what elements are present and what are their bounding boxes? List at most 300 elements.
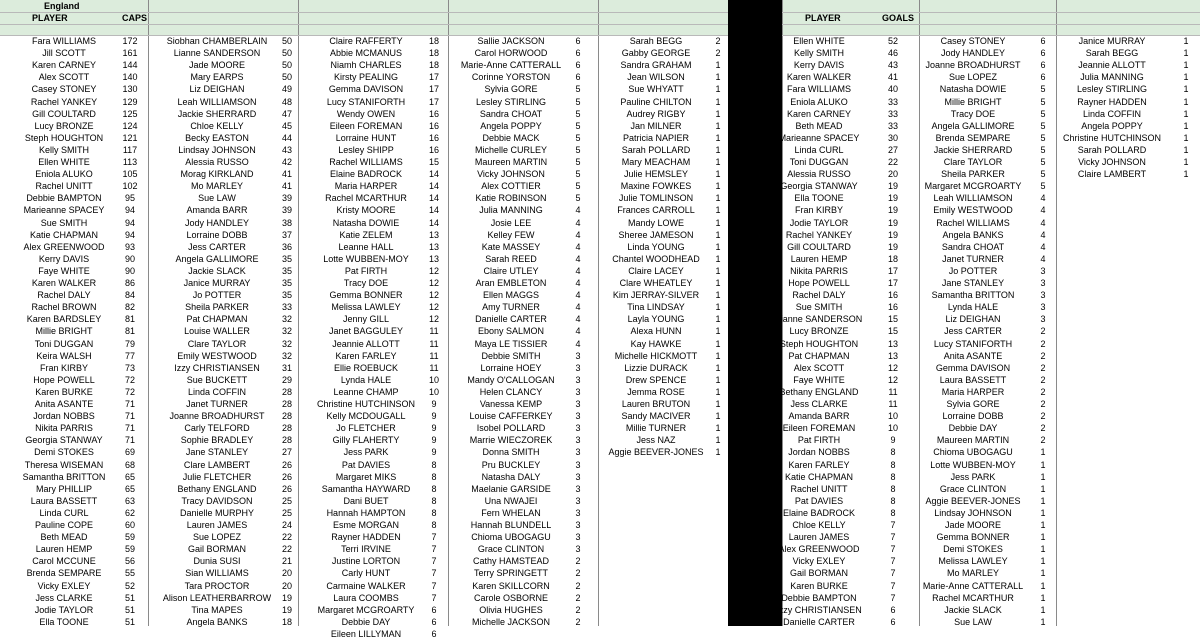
caps-value-cell: 1 [715, 72, 721, 83]
goals-value-cell: 11 [888, 399, 898, 409]
player-name-cell: Jill SCOTT [42, 48, 86, 59]
caps-value-cell: 3 [575, 374, 581, 385]
player-name-cell: Angela GALLIMORE [931, 120, 1015, 131]
caps-value-cell: 94 [124, 217, 136, 228]
player-name-cell: Lynda HALE [947, 302, 999, 313]
player-name-cell: Sue LAW [198, 193, 236, 204]
caps-value-cell: 144 [122, 60, 138, 71]
player-name-cell: Sandra CHOAT [941, 241, 1005, 252]
player-name-cell: Dunia SUSI [193, 556, 241, 567]
player-name-cell: Kirsty PEALING [333, 72, 399, 83]
caps-value-cell: 33 [281, 302, 293, 313]
caps-value-cell: 19 [281, 604, 293, 615]
player-name-cell: Theresa WISEMAN [24, 459, 104, 470]
player-name-cell: Lucy STANIFORTH [933, 338, 1013, 349]
player-name-cell: Izzy CHRISTIANSEN [776, 604, 862, 615]
player-name-cell: Gill COULTARD [32, 108, 96, 119]
player-name-cell: Michelle CURLEY [474, 144, 548, 155]
caps-value-cell: 59 [124, 532, 136, 543]
goals-value-cell: 33 [887, 108, 899, 119]
player-name-cell: Carol HORWOOD [474, 48, 548, 59]
caps-value-cell: 1 [715, 447, 721, 458]
caps-value-cell: 7 [431, 544, 437, 555]
player-name-cell: Marieanne SPACEY [778, 132, 860, 143]
caps-value-cell: 6 [575, 72, 581, 83]
player-name-cell: Morag KIRKLAND [180, 169, 254, 180]
caps-value-cell: 1 [715, 411, 721, 422]
caps-value-cell: 4 [575, 229, 581, 240]
caps-value-cell: 4 [575, 302, 581, 313]
player-name-cell: Rachel BROWN [31, 302, 97, 313]
player-name-cell: Tracy DAVIDSON [181, 495, 253, 506]
player-name-cell: Izzy CHRISTIANSEN [174, 362, 260, 373]
player-name-cell: Laura COOMBS [333, 592, 399, 603]
player-name-cell: Mo MARLEY [190, 181, 244, 192]
player-name-cell: Jackie SLACK [944, 604, 1002, 615]
goals-value-cell: 7 [890, 556, 896, 567]
caps-value-cell: 12 [428, 278, 440, 288]
player-name-cell: Lorraine DOBB [186, 229, 248, 240]
player-name-cell: Casey STONEY [940, 36, 1006, 46]
player-name-cell: Mandy LOWE [627, 217, 685, 228]
caps-value-cell: 42 [281, 157, 293, 167]
caps-value-cell: 81 [124, 326, 136, 337]
goals-value-cell: 19 [887, 181, 899, 192]
player-name-cell: Drew SPENCE [625, 374, 687, 385]
player-name-cell: Leah WILLIAMSON [933, 193, 1013, 204]
goals-value-cell: 6 [1040, 36, 1046, 46]
player-name-cell: Natasha DOWIE [939, 84, 1007, 95]
player-name-cell: Fran KIRBY [39, 362, 89, 373]
player-name-cell: Wendy OWEN [336, 108, 396, 119]
player-name-cell: Ellen MAGGS [482, 290, 540, 301]
player-name-cell: Clare LAMBERT [183, 459, 251, 470]
caps-value-cell: 9 [431, 411, 437, 422]
player-name-cell: Pat CHAPMAN [186, 314, 248, 325]
goals-value-cell: 2 [1040, 435, 1046, 446]
caps-value-cell: 6 [431, 616, 437, 627]
caps-value-cell: 4 [575, 338, 581, 349]
player-name-cell: Jenny GILL [342, 314, 390, 325]
player-name-cell: Marieanne SPACEY [23, 205, 105, 216]
player-name-cell: Sophie BRADLEY [180, 435, 254, 446]
caps-value-cell: 1 [715, 374, 721, 385]
goals-value-cell: 2 [1040, 399, 1046, 409]
caps-value-cell: 14 [428, 205, 440, 216]
player-name-cell: Debbie BAMPTON [781, 592, 857, 603]
player-name-cell: Alex COTTIER [481, 181, 541, 192]
caps-value-cell: 2 [575, 604, 581, 615]
player-name-cell: Pat DAVIES [794, 495, 844, 506]
player-name-cell: Ella TOONE [39, 616, 89, 627]
player-name-cell: Rachel YANKEY [785, 229, 853, 240]
caps-value-cell: 47 [281, 108, 293, 119]
player-name-cell: Aran EMBLETON [475, 278, 547, 288]
player-name-cell: Liz DEIGHAN [189, 84, 245, 95]
goals-value-cell: 22 [887, 157, 899, 167]
player-name-cell: Sylvia GORE [484, 84, 538, 95]
player-name-cell: Gilly FLAHERTY [332, 435, 400, 446]
goals-value-cell: 1 [1040, 520, 1046, 530]
caps-value-cell: 121 [122, 132, 138, 143]
player-name-cell: Una NWAJEI [484, 495, 538, 506]
caps-value-cell: 3 [575, 459, 581, 470]
caps-value-cell: 105 [122, 169, 138, 180]
player-name-cell: Rachel YANKEY [30, 96, 98, 107]
player-name-cell: Eileen FOREMAN [329, 120, 403, 131]
goals-value-cell: 1 [1183, 120, 1189, 131]
player-name-cell: Aggie BEEVER-JONES [608, 447, 704, 458]
caps-value-cell: 3 [575, 495, 581, 506]
goals-header-band [782, 0, 1200, 35]
caps-value-cell: 10 [428, 386, 440, 397]
player-name-cell: Katie CHAPMAN [29, 229, 99, 240]
player-name-cell: Jade MOORE [944, 520, 1002, 530]
goals-value-cell: 4 [1040, 193, 1046, 204]
caps-value-cell: 1 [715, 144, 721, 155]
caps-value-cell: 5 [575, 157, 581, 167]
goals-value-cell: 17 [887, 278, 899, 288]
goals-value-cell: 5 [1040, 169, 1046, 180]
goals-value-cell: 2 [1040, 362, 1046, 373]
caps-value-cell: 19 [281, 592, 293, 603]
player-name-cell: Jess CLARKE [790, 399, 848, 409]
caps-header: CAPS [122, 13, 148, 23]
caps-value-cell: 71 [124, 399, 136, 409]
player-name-cell: Isobel POLLARD [476, 423, 546, 434]
player-name-cell: Maelanie GARSIDE [471, 483, 551, 494]
player-name-cell: Maya LE TISSIER [474, 338, 548, 349]
player-name-cell: Katie ZELEM [339, 229, 393, 240]
player-name-cell: Laura BASSETT [30, 495, 98, 506]
player-name-cell: Jackie SLACK [188, 265, 246, 276]
caps-value-cell: 21 [281, 556, 293, 567]
caps-value-cell: 5 [575, 193, 581, 204]
player-name-cell: Debbie BAMPTON [26, 193, 102, 204]
player-name-cell: Millie TURNER [625, 423, 687, 434]
caps-value-cell: 4 [575, 241, 581, 252]
player-name-cell: Jade MOORE [188, 60, 246, 71]
goals-value-cell: 8 [890, 483, 896, 494]
player-name-cell: Eniola ALUKO [35, 169, 93, 180]
goals-value-cell: 33 [887, 96, 899, 107]
player-name-cell: Fern WHELAN [481, 507, 541, 518]
player-name-cell: Joanne BROADHURST [925, 60, 1021, 71]
caps-value-cell: 18 [281, 616, 293, 627]
player-name-cell: Michelle HICKMOTT [614, 350, 698, 361]
player-name-cell: Pat FIRTH [344, 265, 388, 276]
caps-value-cell: 1 [715, 278, 721, 288]
caps-value-cell: 1 [715, 84, 721, 95]
player-name-cell: Carole OSBORNE [473, 592, 549, 603]
caps-value-cell: 35 [281, 290, 293, 301]
caps-value-cell: 14 [428, 181, 440, 192]
caps-value-cell: 48 [281, 96, 293, 107]
player-name-cell: Jeannie ALLOTT [1078, 60, 1146, 71]
caps-value-cell: 172 [122, 36, 138, 46]
caps-value-cell: 77 [124, 350, 136, 361]
caps-value-cell: 18 [428, 36, 440, 46]
player-name-cell: Vicky EXLEY [792, 556, 846, 567]
caps-value-cell: 52 [124, 580, 136, 591]
goals-value-cell: 4 [1040, 253, 1046, 264]
goals-value-cell: 1 [1040, 604, 1046, 615]
caps-value-cell: 49 [281, 84, 293, 95]
player-name-cell: Hope POWELL [33, 374, 95, 385]
caps-value-cell: 94 [124, 229, 136, 240]
caps-value-cell: 1 [715, 193, 721, 204]
caps-value-cell: 4 [575, 205, 581, 216]
player-name-cell: Alessia RUSSO [787, 169, 851, 180]
caps-value-cell: 13 [428, 229, 440, 240]
player-name-cell: Sarah BEGG [629, 36, 683, 46]
player-name-cell: Kristy MOORE [336, 205, 396, 216]
player-name-cell: Lotte WUBBEN-MOY [323, 253, 409, 264]
caps-value-cell: 55 [124, 568, 136, 579]
player-name-cell: Rachel DALY [792, 290, 846, 301]
player-name-cell: Vicky JOHNSON [477, 169, 545, 180]
player-name-cell: Gemma DAVISON [328, 84, 404, 95]
caps-value-cell: 82 [124, 302, 136, 313]
player-name-cell: Rachel MCARTHUR [325, 193, 407, 204]
player-name-cell: Janet TURNER [186, 399, 248, 409]
player-name-cell: Vicky EXLEY [37, 580, 91, 591]
caps-value-cell: 4 [575, 314, 581, 325]
row-divider [0, 24, 1200, 25]
caps-value-cell: 16 [428, 120, 440, 131]
player-name-cell: Rachel WILLIAMS [936, 217, 1010, 228]
player-name-cell: Sue LAW [954, 616, 992, 627]
caps-value-cell: 32 [281, 338, 293, 349]
caps-value-cell: 17 [428, 72, 440, 83]
player-name-cell: Ellen WHITE [38, 157, 90, 167]
player-name-cell: Sandra GRAHAM [620, 60, 692, 71]
caps-value-cell: 7 [431, 532, 437, 543]
player-name-cell: Jess CARTER [188, 241, 246, 252]
player-name-cell: Demi STOKES [34, 447, 94, 458]
caps-value-cell: 10 [428, 374, 440, 385]
player-name-cell: Sarah POLLARD [1077, 144, 1147, 155]
goals-value-cell: 3 [1040, 302, 1046, 313]
player-name-cell: Ellen WHITE [793, 36, 845, 46]
player-name-cell: Tracy DOE [950, 108, 996, 119]
caps-value-cell: 2 [715, 36, 721, 46]
player-name-cell: Debbie MACK [482, 132, 540, 143]
goals-value-cell: 1 [1040, 616, 1046, 627]
player-name-cell: Julia MANNING [1080, 72, 1144, 83]
player-name-cell: Karen SKILLCORN [472, 580, 550, 591]
caps-value-cell: 3 [575, 447, 581, 458]
caps-value-cell: 5 [575, 84, 581, 95]
player-name-cell: Jodie TAYLOR [34, 604, 94, 615]
player-name-cell: Sylvia GORE [946, 399, 1000, 409]
player-name-cell: Karen BURKE [35, 386, 93, 397]
goals-value-cell: 6 [1040, 72, 1046, 83]
caps-value-cell: 84 [124, 290, 136, 301]
goals-value-cell: 1 [1040, 483, 1046, 494]
caps-value-cell: 1 [715, 435, 721, 446]
player-name-cell: Janice MURRAY [183, 278, 251, 288]
goals-value-cell: 1 [1040, 447, 1046, 458]
player-name-cell: Linda COFFIN [1082, 108, 1142, 119]
caps-value-cell: 3 [575, 483, 581, 494]
player-name-cell: Karen BURKE [790, 580, 848, 591]
goals-value-cell: 3 [1040, 265, 1046, 276]
player-name-cell: Jean WILSON [627, 72, 685, 83]
player-name-cell: Claire LACEY [628, 265, 684, 276]
caps-value-cell: 26 [281, 459, 293, 470]
goals-value-cell: 1 [1040, 544, 1046, 555]
caps-value-cell: 28 [281, 423, 293, 434]
caps-player-header: PLAYER [32, 13, 68, 23]
caps-value-cell: 1 [715, 157, 721, 167]
goals-value-cell: 1 [1183, 108, 1189, 119]
player-name-cell: Lauren HEMP [35, 544, 93, 555]
caps-value-cell: 39 [281, 205, 293, 216]
caps-value-cell: 102 [122, 181, 138, 192]
goals-value-cell: 41 [887, 72, 899, 83]
player-name-cell: Louise CAFFERKEY [469, 411, 553, 422]
caps-value-cell: 8 [431, 495, 437, 506]
caps-value-cell: 14 [428, 193, 440, 204]
player-name-cell: Janet TURNER [942, 253, 1004, 264]
caps-value-cell: 62 [124, 507, 136, 518]
caps-value-cell: 6 [431, 604, 437, 615]
player-name-cell: Hannah BLUNDELL [470, 520, 552, 530]
player-name-cell: Gemma BONNER [329, 290, 403, 301]
player-name-cell: Lianne SANDERSON [775, 314, 863, 325]
player-name-cell: Sarah POLLARD [621, 144, 691, 155]
goals-value-cell: 30 [887, 132, 899, 143]
goals-value-cell: 5 [1040, 84, 1046, 95]
goals-value-cell: 1 [1183, 36, 1189, 46]
caps-value-cell: 161 [122, 48, 138, 59]
caps-value-cell: 7 [431, 592, 437, 603]
player-name-cell: Katie CHAPMAN [784, 471, 854, 482]
player-name-cell: Jemma ROSE [627, 386, 685, 397]
caps-value-cell: 1 [715, 290, 721, 301]
goals-value-cell: 7 [890, 580, 896, 591]
caps-value-cell: 12 [428, 265, 440, 276]
caps-value-cell: 4 [575, 265, 581, 276]
caps-value-cell: 35 [281, 278, 293, 288]
column-divider [448, 0, 449, 626]
player-name-cell: Jody HANDLEY [940, 48, 1006, 59]
caps-value-cell: 31 [281, 362, 293, 373]
goals-value-cell: 8 [890, 447, 896, 458]
player-name-cell: Eileen FOREMAN [782, 423, 856, 434]
goals-value-cell: 1 [1183, 169, 1189, 180]
player-name-cell: Becky EASTON [185, 132, 249, 143]
player-name-cell: Eileen LILLYMAN [330, 628, 402, 639]
player-name-cell: Kim JERRAY-SILVER [612, 290, 700, 301]
caps-value-cell: 32 [281, 314, 293, 325]
caps-value-cell: 3 [575, 507, 581, 518]
caps-value-cell: 8 [431, 459, 437, 470]
player-name-cell: Alexa HUNN [630, 326, 682, 337]
caps-value-cell: 1 [715, 338, 721, 349]
caps-value-cell: 71 [124, 435, 136, 446]
player-name-cell: Pauline CHILTON [620, 96, 692, 107]
caps-value-cell: 3 [575, 399, 581, 409]
goals-value-cell: 6 [890, 616, 896, 627]
caps-value-cell: 3 [575, 423, 581, 434]
caps-value-cell: 26 [281, 471, 293, 482]
column-divider [1056, 0, 1057, 626]
caps-value-cell: 36 [281, 241, 293, 252]
caps-value-cell: 41 [281, 181, 293, 192]
player-name-cell: Marie-Anne CATTERALL [922, 580, 1024, 591]
caps-value-cell: 5 [575, 181, 581, 192]
player-name-cell: Amanda BARR [788, 411, 850, 422]
goals-value-cell: 6 [1040, 48, 1046, 59]
goals-value-cell: 11 [888, 386, 898, 397]
caps-value-cell: 1 [715, 253, 721, 264]
goals-value-cell: 1 [1040, 507, 1046, 518]
player-name-cell: Danielle MURPHY [179, 507, 255, 518]
goals-value-cell: 1 [1040, 532, 1046, 543]
goals-value-cell: 1 [1183, 72, 1189, 83]
goals-value-cell: 3 [1040, 290, 1046, 301]
caps-value-cell: 130 [122, 84, 138, 95]
caps-value-cell: 7 [431, 556, 437, 567]
player-name-cell: Julie FLETCHER [182, 471, 252, 482]
player-name-cell: Katie ROBINSON [475, 193, 547, 204]
caps-value-cell: 22 [281, 532, 293, 543]
goals-value-cell: 8 [890, 507, 896, 518]
caps-value-cell: 2 [575, 592, 581, 603]
player-name-cell: Kelley FEW [487, 229, 535, 240]
caps-value-cell: 20 [281, 580, 293, 591]
player-name-cell: Rachel WILLIAMS [329, 157, 403, 167]
caps-value-cell: 4 [575, 290, 581, 301]
caps-value-cell: 37 [281, 229, 293, 240]
player-name-cell: Chloe KELLY [792, 520, 846, 530]
player-name-cell: Lorraine HOEY [480, 362, 542, 373]
player-name-cell: Nikita PARRIS [35, 423, 93, 434]
caps-value-cell: 113 [122, 157, 138, 167]
player-name-cell: Mary PHILLIP [35, 483, 93, 494]
goals-value-cell: 33 [887, 120, 899, 131]
column-divider [919, 0, 920, 626]
goals-value-cell: 2 [1040, 386, 1046, 397]
caps-value-cell: 5 [575, 96, 581, 107]
goals-value-cell: 17 [887, 265, 899, 276]
goals-value-cell: 43 [887, 60, 899, 71]
player-name-cell: Sheila PARKER [185, 302, 249, 313]
caps-value-cell: 32 [281, 326, 293, 337]
player-name-cell: Terry SPRINGETT [473, 568, 549, 579]
goals-value-cell: 40 [887, 84, 899, 95]
caps-value-cell: 28 [281, 386, 293, 397]
player-name-cell: Georgia STANWAY [25, 435, 103, 446]
player-name-cell: Tara PROCTOR [184, 580, 250, 591]
caps-value-cell: 71 [124, 423, 136, 434]
player-name-cell: Millie BRIGHT [35, 326, 93, 337]
player-name-cell: Rayner HADDEN [1077, 96, 1147, 107]
player-name-cell: Alessia RUSSO [185, 157, 249, 167]
goals-value-cell: 1 [1040, 568, 1046, 579]
caps-value-cell: 1 [715, 350, 721, 361]
player-name-cell: Brenda SEMPARE [26, 568, 102, 579]
caps-value-cell: 51 [124, 604, 136, 615]
caps-value-cell: 50 [281, 72, 293, 83]
player-name-cell: Terri IRVINE [341, 544, 391, 555]
player-name-cell: Karen CARNEY [31, 60, 97, 71]
player-name-cell: Alex SCOTT [793, 362, 845, 373]
player-name-cell: Pru BUCKLEY [481, 459, 541, 470]
caps-value-cell: 13 [428, 241, 440, 252]
